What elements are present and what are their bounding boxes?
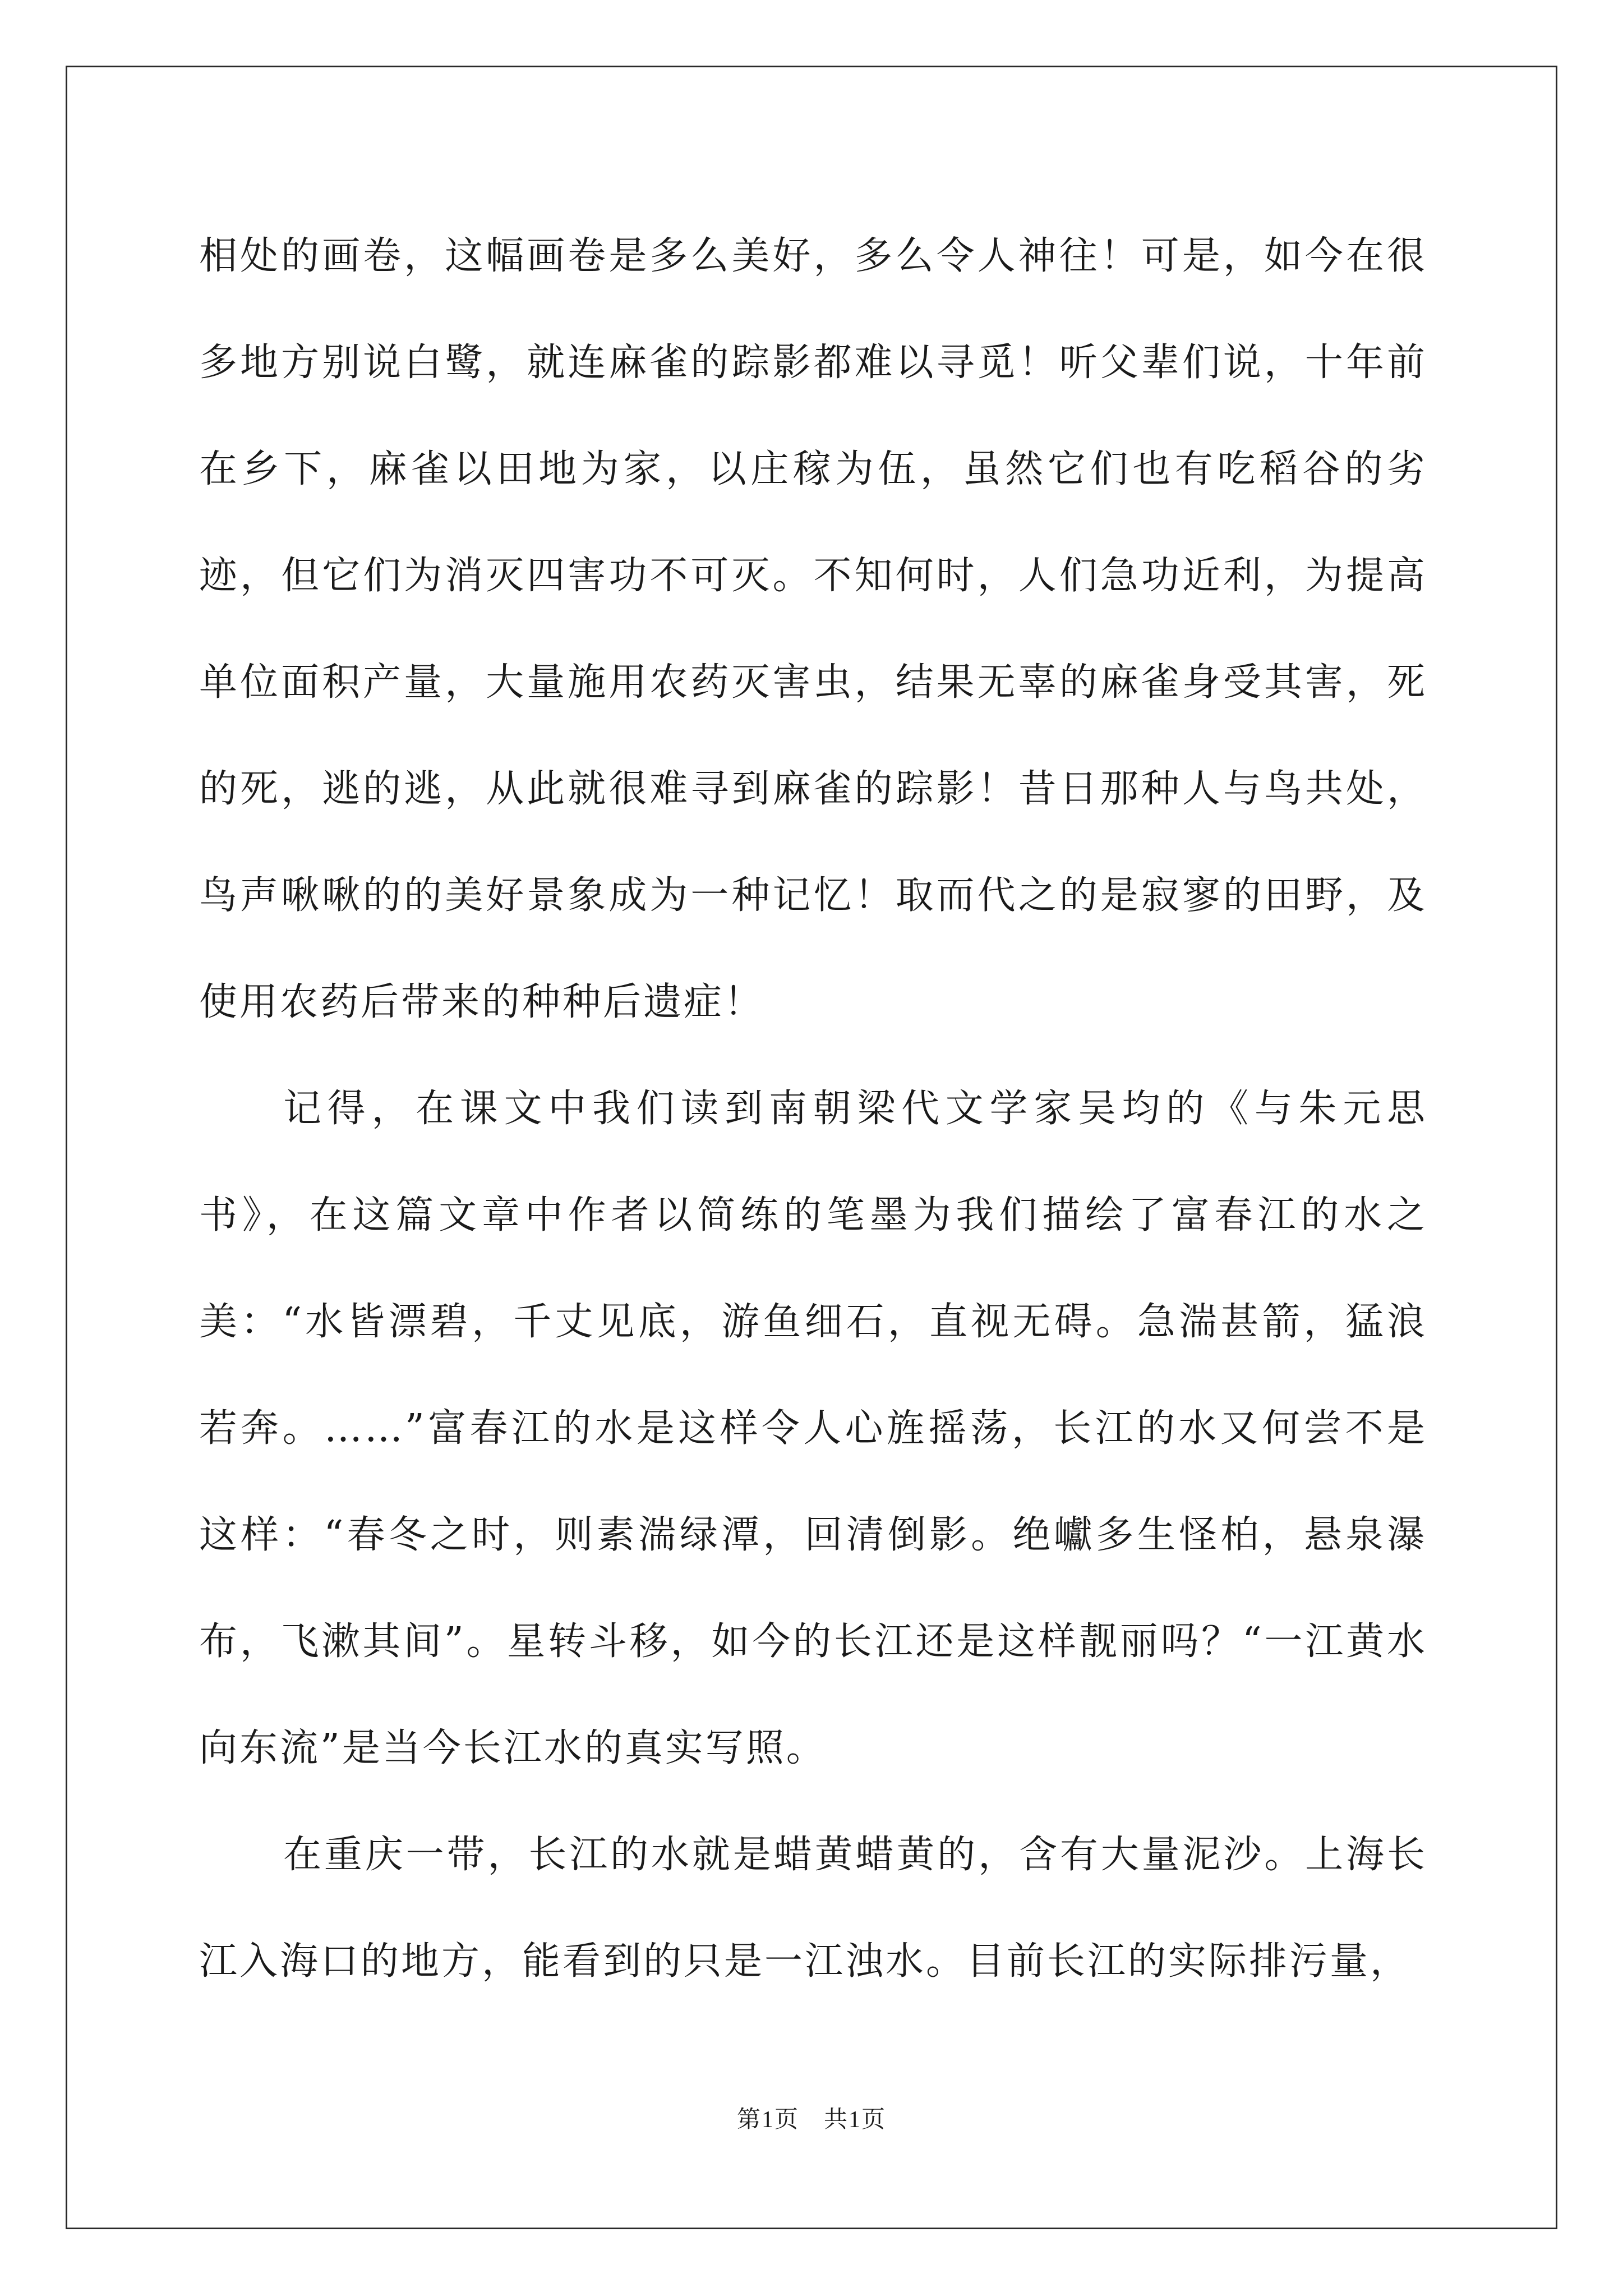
paragraph: 相处的画卷，这幅画卷是多么美好，多么令人神往！可是，如今在很多地方别说白鹭，就连麻雀的踪影都难以寻觅！听父辈们说，十年前在乡下，麻雀以田地为家，以庄稼为伍，虽然它们也有吃稻谷的劣迹，但它们为消灭四害功不可灭。不知何时，人们急功近利，为提高单位面积产量，大量施用农药灭害虫，结果无辜的麻雀身受其害，死的死，逃的逃，从此就很难寻到麻雀的踪影！昔日那种人与鸟共处，鸟声啾啾的的美好景象成为一种记忆！取而代之的是寂寥的田野，及使用农药后带来的种种后遗症！ (199, 234, 1427, 1024)
page-number-footer: 第1页 共1页 (736, 2107, 886, 2133)
paragraph: 记得，在课文中我们读到南朝梁代文学家吴均的《与朱元思书》，在这篇文章中作者以简练的笔墨为我们描绘了富春江的水之美：“水皆漂碧，千丈见底，游鱼细石，直视无碍。急湍甚箭，猛浪若奔。……”富春江的水是这样令人心旌摇荡，长江的水又何尝不是这样：“春冬之时，则素湍绿潭，回清倒影。绝巘多生怪柏，悬泉瀑布，飞漱其间”。星转斗移，如今的长江还是这样靓丽吗？“一江黄水向东流”是当今长江水的真实写照。 (199, 1087, 1427, 1770)
paragraph: 在重庆一带，长江的水就是蜡黄蜡黄的，含有大量泥沙。上海长江入海口的地方，能看到的只是一江浊水。目前长江的实际排污量， (199, 1833, 1427, 1984)
document-body (199, 203, 1427, 2015)
